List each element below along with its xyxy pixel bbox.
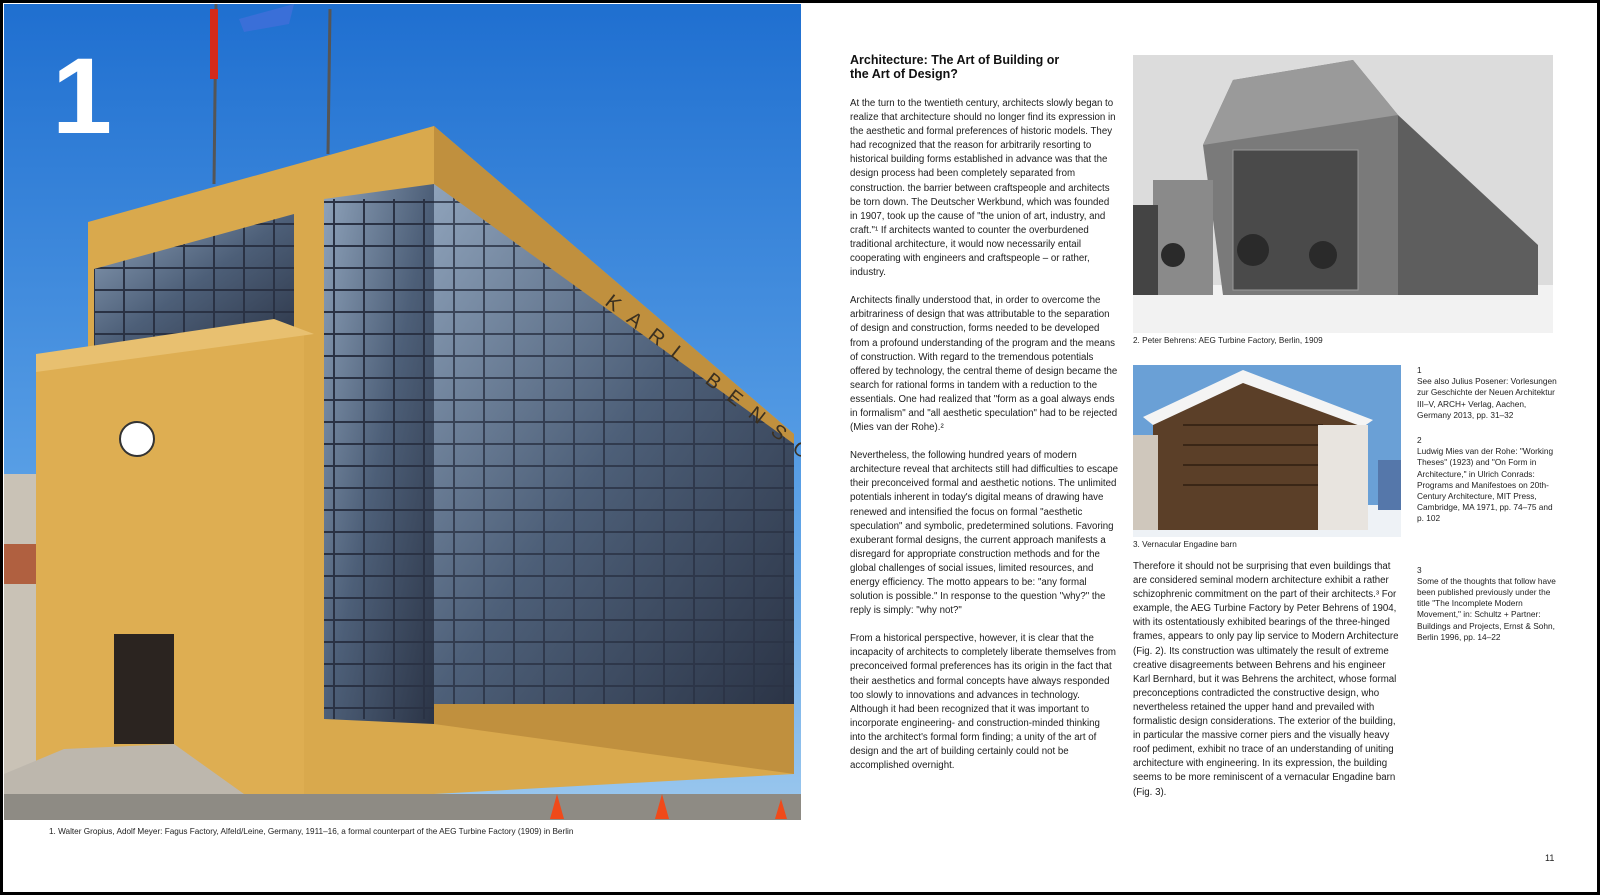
figure1-caption: 1. Walter Gropius, Adolf Meyer: Fagus Factory, Alfeld/Leine, Germany, 1911–16, a formal counterpart of the AEG Turbine Factory (1909) in Berlin <box>49 827 574 836</box>
fagus-factory-photo <box>4 4 801 820</box>
footnote-number: 3 <box>1417 564 1422 575</box>
text-column-2 <box>1133 560 1403 814</box>
chapter-number: 1 <box>52 35 113 156</box>
footnote <box>1417 565 1557 643</box>
engadine-barn-photo <box>1133 365 1401 537</box>
page-heading: Architecture: The Art of Building or the Art of Design? <box>850 53 1060 81</box>
text-column-1 <box>850 97 1118 787</box>
figure3-caption: 3. Vernacular Engadine barn <box>1133 540 1237 549</box>
footnotes <box>1417 365 1557 657</box>
page-number: 11 <box>1545 853 1555 863</box>
footnote-text: Some of the thoughts that follow have been published previously under the title "The Incomplete Modern Movement," in: Schultz + Partner: Buildings and Projects, Ernst & Sohn, Berlin 1996, pp. 14–22 <box>1417 575 1556 642</box>
aeg-turbine-factory-photo <box>1133 55 1553 333</box>
right-page <box>803 3 1597 892</box>
facade-lettering: KARL <box>600 290 700 375</box>
footnote-text: See also Julius Posener: Vorlesungen zur Geschichte der Neuen Architektur III–V, ARCH+ Verlag, Aachen, Germany 2013, pp. 31–32 <box>1417 376 1557 420</box>
paragraph: Architects finally understood that, in order to overcome the arbitrariness of design that was attributable to the separation of design and construction, forms needed to be developed from a profound understanding of the program and the means of construction. With regard to the tremendous potentials offered by technology, the central theme of design became the search for rational forms in tandem with a reduction to the essentials. One had realized that "form as a goal always ends in formalism" and "all aesthetic speculation" had to be rejected (Mies van der Rohe).² <box>850 295 1118 434</box>
footnote-number: 1 <box>1417 365 1422 375</box>
footnote-text: Ludwig Mies van der Rohe: "Working Theses" (1923) and "On Form in Architecture," in Ulrich Conrads: Programs and Manifestoes on 20th-Century Architecture, MIT Press, Cambridge, MA 1971, pp. 74–75 and p. 102 <box>1417 446 1554 524</box>
paragraph: From a historical perspective, however, it is clear that the incapacity of architects to completely liberate themselves from preconceived formal preferences has its origin in the fact that their aesthetics and formal concepts have always responded too slowly to innovations and advances in technology. Although it had been recognized that it was important to incorporate engineering- and construction-minded thinking into the architect's formal form finding; a unity of the art of design and the art of building certainly could not be accomplished overnight. <box>850 633 1116 772</box>
footnote <box>1417 365 1557 421</box>
paragraph: At the turn to the twentieth century, architects slowly began to realize that architecture should no longer find its expression in the aesthetic and formal preferences of historic models. They had recognized that the reason for arbitrarily resorting to historical building forms established in advance was that the design process had been completely separated from construction. the barrier between craftspeople and architects be torn down. The Deutscher Werkbund, which was founded in 1907, took up the cause of "the union of art, industry, and craft."¹ If architects wanted to counter the overburdened traditional architecture, it would now necessarily entail cooperating with engineers and craftspeople – or rather, industry. <box>850 98 1116 279</box>
left-page <box>3 3 803 892</box>
footnote <box>1417 435 1557 525</box>
figure2-caption: 2. Peter Behrens: AEG Turbine Factory, Berlin, 1909 <box>1133 336 1323 345</box>
paragraph: Nevertheless, the following hundred years of modern architecture reveal that architects still had difficulties to escape their preconceived formal and aesthetic notions. The unlimited potentials inherent in today's digital means of drawing have renewed and intensified the focus on formal "aesthetic speculation" and symbolic, predetermined solutions. Favoring exuberant formal designs, the current approach manifests a disregard for appropriate construction methods and for the global challenges of social issues, limited resources, and energy efficiency. The motto appears to be: "any formal solution is possible." In response to the question "why?" the reply is simply: "why not?" <box>850 450 1118 617</box>
paragraph: Therefore it should not be surprising that even buildings that are considered seminal modern architecture exhibit a rather schizophrenic commitment on the part of their architects.³ For example, the AEG Turbine Factory by Peter Behrens of 1904, with its ostentatiously exhibited bearings of the three-hinged frames, appears to only pay lip service to Modern Architecture (Fig. 2). Its construction was ultimately the result of extreme creative disagreements between Behrens and his engineer Karl Bernhard, but it was Behrens the architect, whose formal preconceptions contradicted the constructive design, who nevertheless retained the upper hand and prevailed with formalistic design considerations. The exterior of the building, in particular the massive corner piers and the visually heavy roof pediment, exhibit no trace of an understanding of uniting architecture with engineering. In its expression, the building seems to be more reminiscent of a vernacular Engadine barn (Fig. 3). <box>1133 561 1399 798</box>
footnote-number: 2 <box>1417 435 1422 446</box>
